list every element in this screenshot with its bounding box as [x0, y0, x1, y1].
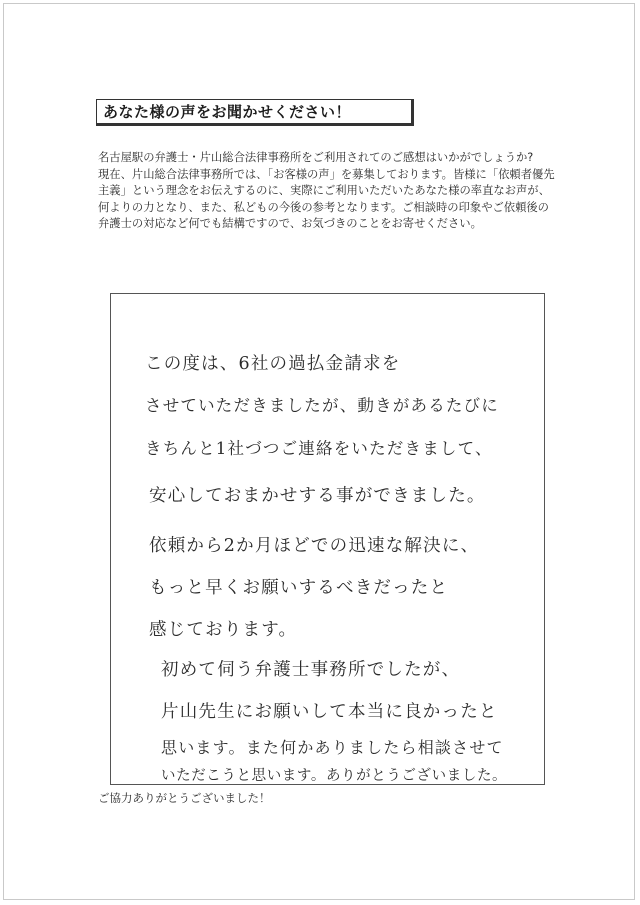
letter-line: 片山先生にお願いして本当に良かったと — [161, 702, 498, 722]
letter-line: 初めて伺う弁護士事務所でしたが、 — [161, 660, 461, 680]
page-title: あなた様の声をお聞かせください！ — [103, 103, 352, 121]
letter-line: もっと早くお願いするべきだったと — [149, 578, 449, 598]
letter-line: この度は、6社の過払金請求を — [145, 354, 401, 374]
intro-text — [98, 150, 560, 233]
letter-line: 感じております。 — [149, 620, 298, 640]
intro-paragraph-2: 現在、片山総合法律事務所では、「お客様の声」を募集しております。皆様に「依頼者優先主義」という理念をお伝えするのに、実際にご利用いただいたあなた様の率直なお声が、何よりの力となり、また、私どもの今後の参考となります。ご相談時の印象やご依頼後の弁護士の対応など何でも結構ですので、お気づきのことをお寄せください。 — [98, 167, 555, 230]
letter-line: させていただきましたが、動きがあるたびに — [145, 396, 499, 415]
document-page — [3, 3, 635, 900]
handwritten-letter-box — [110, 293, 545, 785]
letter-line: 思います。また何かありましたら相談させて — [161, 738, 504, 757]
letter-line: 安心しておまかせする事ができました。 — [149, 486, 486, 506]
letter-line: 依頼から2か月ほどでの迅速な解決に、 — [149, 536, 480, 556]
intro-paragraph-1: 名古屋駅の弁護士・片山総合法律事務所をご利用されてのご感想はいかがでしょうか? — [98, 151, 534, 164]
title-box — [96, 99, 414, 126]
letter-line: きちんと1社づつご連絡をいただきまして、 — [145, 439, 493, 458]
closing-text: ご協力ありがとうございました！ — [98, 791, 271, 805]
letter-line: いただこうと思います。ありがとうございました。 — [161, 768, 508, 784]
